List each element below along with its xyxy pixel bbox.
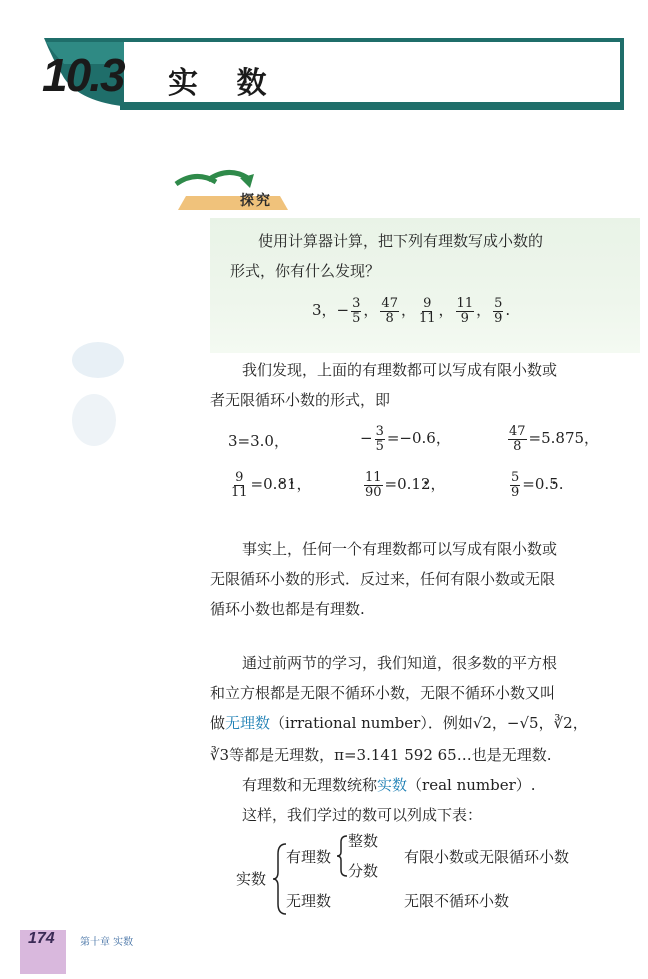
page-number: 174 (28, 930, 55, 947)
numerator: 9 (423, 295, 432, 311)
denominator: 5 (352, 310, 361, 326)
denominator: 11 (418, 310, 436, 326)
denominator: 8 (513, 438, 522, 454)
irrational-line1: 通过前两节的学习，我们知道，很多数的平方根 (242, 654, 558, 672)
denominator: 9 (494, 310, 503, 326)
numerator: 3 (375, 423, 384, 439)
table-irrational-desc: 无限不循环小数 (404, 892, 510, 910)
equation-rhs: =5.875， (528, 429, 600, 447)
equation-47-8 (506, 418, 599, 458)
equation-rhs: =0. (250, 475, 278, 493)
fact-line3: 循环小数也都是有理数. (210, 600, 365, 618)
numerator: 3 (352, 295, 361, 311)
separator: ， (296, 475, 312, 493)
fraction-3-5 (375, 425, 385, 454)
side-decoration (58, 320, 138, 460)
numerator: 11 (456, 295, 474, 311)
fact-line1: 事实上，任何一个有理数都可以写成有限小数或 (242, 540, 558, 558)
fact-line2: 无限循环小数的形式．反过来，任何有限小数或无限 (210, 570, 556, 588)
explore-prompt-line1: 使用计算器计算，把下列有理数写成小数的 (258, 232, 544, 250)
text: 做 (210, 714, 226, 732)
discovery-line1: 我们发现，上面的有理数都可以写成有限小数或 (242, 361, 558, 379)
separator: ， (400, 301, 416, 319)
section-title: 实 数 (168, 66, 281, 101)
fraction-11-90 (364, 471, 383, 500)
explore-label: 探究 (240, 193, 272, 209)
fraction-9-11 (418, 297, 437, 326)
numerator: 47 (381, 295, 398, 311)
text: （real number）. (407, 776, 536, 794)
numerator: 5 (511, 469, 520, 485)
irrational-line6: 这样，我们学过的数可以列成下表： (242, 806, 483, 824)
fraction-11-9 (456, 297, 475, 326)
explore-arrows-icon (168, 166, 298, 218)
equation-3: 3=3.0， (228, 432, 289, 450)
equation-rhs: =0. (522, 475, 550, 493)
numerator: 11 (365, 469, 382, 485)
text: （irrational number）．例如√2，−√5，∛2， (270, 714, 588, 732)
denominator: 11 (231, 484, 248, 500)
brace-rational (336, 834, 348, 878)
irrational-line3 (210, 708, 588, 738)
separator: ， (438, 301, 454, 319)
term-real-number: 实数 (377, 776, 408, 794)
equation-rhs: =0.1 (384, 475, 421, 493)
table-integer: 整数 (348, 832, 379, 850)
fraction-47-8 (380, 297, 399, 326)
term-irrational-number: 无理数 (225, 714, 271, 732)
table-fraction: 分数 (348, 862, 379, 880)
separator: ， (363, 301, 379, 319)
chapter-label: 第十章 实数 (80, 937, 134, 948)
number-3: 3， (312, 301, 337, 319)
fraction-5-9 (510, 471, 520, 500)
fraction-3-5 (351, 297, 361, 326)
discovery-line2: 者无限循环小数的形式，即 (210, 391, 391, 409)
separator: ， (476, 301, 492, 319)
irrational-line2: 和立方根都是无限不循环小数，无限不循环小数又叫 (210, 684, 556, 702)
irrational-line5 (242, 770, 536, 800)
table-irrational: 无理数 (286, 892, 332, 910)
irrational-line4: ∛3等都是无理数，π=3.141 592 65…也是无理数. (210, 746, 552, 764)
numerator: 47 (509, 423, 526, 439)
sign: − (336, 301, 350, 319)
table-real: 实数 (236, 870, 267, 888)
denominator: 9 (511, 484, 520, 500)
sign: − (360, 429, 373, 447)
denominator: 90 (365, 484, 382, 500)
repeating-digit: · 1 (287, 475, 297, 493)
equation-5-9 (508, 464, 564, 504)
equation-neg-3-5 (360, 418, 451, 458)
explore-prompt-line2: 形式，你有什么发现？ (230, 262, 381, 280)
explore-number-list (312, 292, 510, 328)
equation-rhs: =−0.6， (386, 429, 451, 447)
fraction-5-9 (493, 297, 503, 326)
denominator: 5 (375, 438, 384, 454)
section-number: 10.3 (42, 49, 124, 101)
fraction-9-11 (230, 471, 249, 500)
equation-9-11 (228, 464, 312, 504)
table-rational-desc: 有限小数或无限循环小数 (404, 848, 570, 866)
repeating-digit: · 8 (277, 475, 287, 493)
repeating-digit: · 5 (549, 475, 559, 493)
period: . (505, 301, 511, 319)
text: 有理数和无理数统称 (242, 776, 378, 794)
separator: ， (430, 475, 446, 493)
table-rational: 有理数 (286, 848, 332, 866)
period: . (558, 475, 564, 493)
equation-11-90 (362, 464, 446, 504)
denominator: 8 (385, 310, 394, 326)
numerator: 9 (235, 469, 244, 485)
denominator: 9 (460, 310, 469, 326)
fraction-47-8 (508, 425, 527, 454)
numerator: 5 (494, 295, 503, 311)
repeating-digit: · 2 (421, 475, 431, 493)
